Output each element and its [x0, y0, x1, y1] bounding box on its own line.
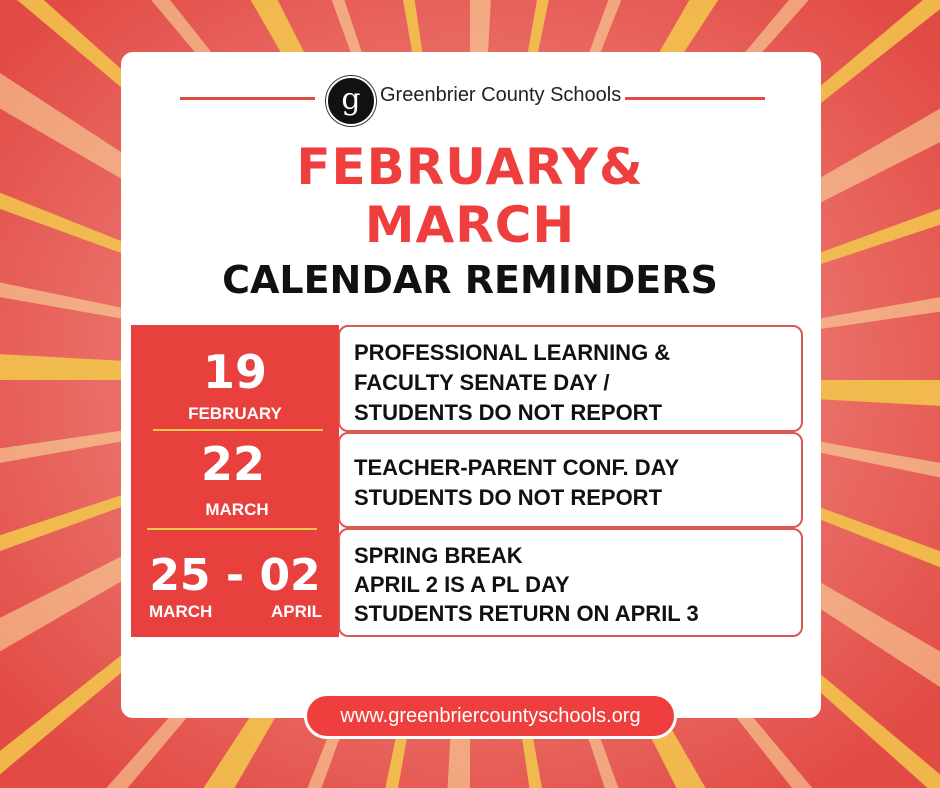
event-3-month-end: APRIL	[271, 602, 322, 621]
header-line-left	[180, 97, 315, 100]
header-line-right	[625, 97, 765, 100]
event-3-month-start: MARCH	[149, 602, 213, 621]
date-separator	[153, 429, 323, 431]
event-2-date: 22	[200, 437, 265, 491]
event-2-line-2: STUDENTS DO NOT REPORT	[354, 485, 663, 510]
title-subtitle: CALENDAR REMINDERS	[222, 258, 718, 302]
school-logo: g	[326, 76, 376, 126]
event-3-date: 25 - 02	[149, 550, 321, 601]
event-2-month: MARCH	[205, 500, 269, 519]
event-1-details	[338, 325, 803, 432]
event-3-line-1: SPRING BREAK	[354, 543, 523, 568]
title-line-2: MARCH	[364, 196, 576, 254]
event-1-month: FEBRUARY	[188, 404, 282, 423]
title-line-1: FEBRUARY&	[296, 138, 644, 196]
event-1-line-2: FACULTY SENATE DAY /	[354, 370, 610, 395]
event-3-line-3: STUDENTS RETURN ON APRIL 3	[354, 601, 699, 626]
event-3-details	[338, 528, 803, 637]
event-2-details	[338, 432, 803, 528]
date-panel	[131, 325, 339, 637]
event-1-date: 19	[202, 345, 267, 399]
event-2-line-1: TEACHER-PARENT CONF. DAY	[354, 455, 680, 480]
brand-name: Greenbrier County Schools	[380, 84, 622, 106]
event-3-line-2: APRIL 2 IS A PL DAY	[354, 572, 570, 597]
website-link[interactable]: www.greenbriercountyschools.org	[304, 693, 677, 739]
event-1-line-3: STUDENTS DO NOT REPORT	[354, 400, 663, 425]
date-separator	[147, 528, 317, 530]
title-months	[0, 138, 940, 254]
event-1-line-1: PROFESSIONAL LEARNING &	[354, 340, 671, 365]
